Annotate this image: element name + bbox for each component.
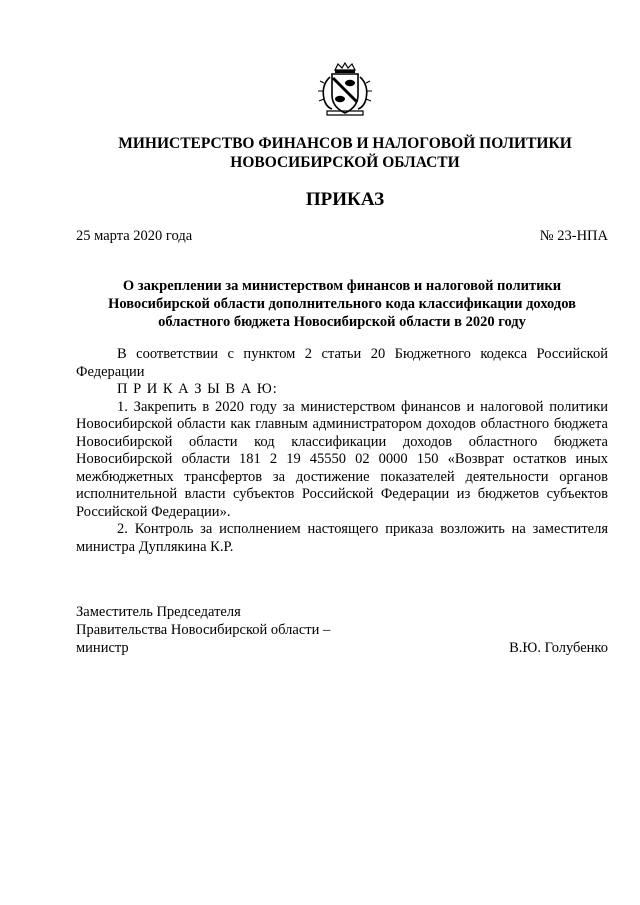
signature-block [76,603,608,657]
document-body [76,346,608,556]
order-word: П Р И К А З Ы В А Ю: [117,381,278,397]
signatory-title-line1: Заместитель Председателя [76,604,241,620]
coat-of-arms-icon [316,61,374,119]
document-type: ПРИКАЗ [305,189,385,210]
document-number: № 23-НПА [539,228,608,244]
order-item-1: 1. Закрепить в 2020 году за министерством финансов и налоговой политики Новосибирской области как главным администратором доходов областного бюджета Новосибирской области код классификации доходов областного бюджета Новосибирской области 181 2 19 45550 02 0000 150 «Возврат остатков иных межбюджетных трансфертов за достижение показателей деятельности органов исполнительной власти субъектов Российской Федерации из бюджетов субъектов Российской Федерации». [76,398,608,520]
order-item-2: 2. Контроль за исполнением настоящего приказа возложить на заместителя министра Дуплякина К.Р. [76,521,608,555]
signatory-title-line2: Правительства Новосибирской области – [76,622,331,638]
preamble-paragraph: В соответствии с пунктом 2 статьи 20 Бюджетного кодекса Российской Федерации [76,346,608,380]
signatory-name: В.Ю. Голубенко [509,640,608,656]
date-number-row [76,227,608,245]
ministry-name-line2: НОВОСИБИРСКОЙ ОБЛАСТИ [230,154,460,171]
ministry-name-line1: МИНИСТЕРСТВО ФИНАНСОВ И НАЛОГОВОЙ ПОЛИТИКИ [118,135,572,152]
ministry-name [60,134,630,172]
document-subject: О закреплении за министерством финансов и налоговой политики Новосибирской области дополнительного кода классификации доходов областного бюджета Новосибирской области в 2020 году [108,278,576,330]
signature-row [76,639,608,657]
signatory-title-line3: министр [76,640,129,656]
document-date: 25 марта 2020 года [76,228,193,244]
